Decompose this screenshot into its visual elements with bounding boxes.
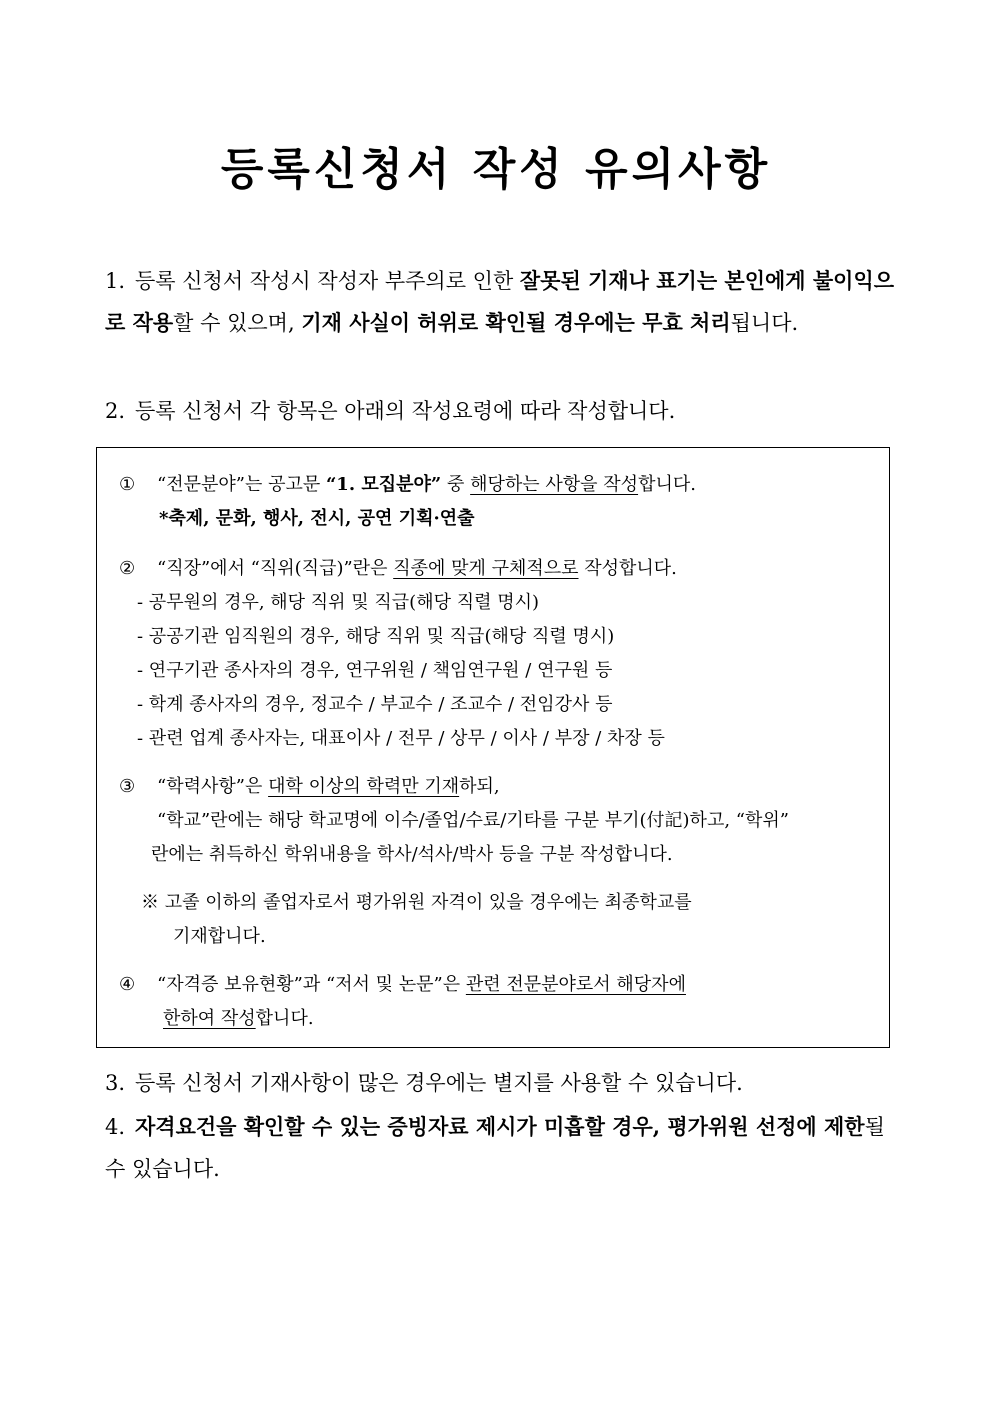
section-4-line: 한하여 작성합니다. bbox=[163, 1008, 314, 1029]
field-examples: *축제, 문화, 행사, 전시, 공연 기획·연출 bbox=[159, 508, 475, 529]
section-3-line: 란에는 취득하신 학위내용을 학사/석사/박사 등을 구분 작성합니다. bbox=[151, 844, 673, 865]
note-text: 기재합니다. bbox=[173, 926, 266, 947]
list-item: - 공공기관 임직원의 경우, 해당 직위 및 직급(해당 직렬 명시) bbox=[137, 626, 615, 647]
guide-section-3: ③ “학력사항”은 대학 이상의 학력만 기재하되, bbox=[119, 776, 500, 797]
notice-item-2 bbox=[105, 390, 905, 432]
note-text: ※ 고졸 이하의 졸업자로서 평가위원 자격이 있을 경우에는 최종학교를 bbox=[141, 892, 692, 913]
list-item: - 연구기관 종사자의 경우, 연구위원 / 책임연구원 / 연구원 등 bbox=[137, 660, 613, 681]
notice-item-4 bbox=[105, 1106, 905, 1190]
section-3-line: “학교”란에는 해당 학교명에 이수/졸업/수료/기타를 구분 부기(付記)하고, “학위” bbox=[157, 810, 789, 831]
item-text: 등록 신청서 각 항목은 아래의 작성요령에 따라 작성합니다. bbox=[135, 399, 676, 423]
item-number: 4. bbox=[105, 1115, 126, 1139]
item-text: 등록 신청서 기재사항이 많은 경우에는 별지를 사용할 수 있습니다. bbox=[135, 1071, 743, 1095]
item-number: 1. bbox=[105, 269, 126, 293]
list-item: - 관련 업계 종사자는, 대표이사 / 전무 / 상무 / 이사 / 부장 / 차장 등 bbox=[137, 728, 665, 749]
page-title: 등록신청서 작성 유의사항 bbox=[220, 144, 772, 195]
list-item: - 학계 종사자의 경우, 정교수 / 부교수 / 조교수 / 전임강사 등 bbox=[137, 694, 613, 715]
item-text: 자격요건을 확인할 수 있는 증빙자료 제시가 미흡할 경우, 평가위원 선정에 제한될 수 있습니다. bbox=[105, 1114, 885, 1181]
writing-guide-box bbox=[96, 447, 890, 1048]
notice-item-1 bbox=[105, 260, 905, 344]
guide-section-2: ② “직장”에서 “직위(직급)”란은 직종에 맞게 구체적으로 작성합니다. bbox=[119, 558, 677, 579]
item-number: 3. bbox=[105, 1071, 126, 1095]
item-text: 등록 신청서 작성시 작성자 부주의로 인한 잘못된 기재나 표기는 본인에게 불이익으로 작용할 수 있으며, 기재 사실이 허위로 확인될 경우에는 무효 처리됩니다. bbox=[105, 268, 895, 335]
item-number: 2. bbox=[105, 399, 126, 423]
list-item: - 공무원의 경우, 해당 직위 및 직급(해당 직렬 명시) bbox=[137, 592, 539, 613]
guide-section-4: ④ “자격증 보유현황”과 “저서 및 논문”은 관련 전문분야로서 해당자에 bbox=[119, 974, 686, 995]
notice-item-3 bbox=[105, 1062, 905, 1104]
guide-section-1: ① “전문분야”는 공고문 “1. 모집분야” 중 해당하는 사항을 작성합니다. bbox=[119, 474, 696, 495]
